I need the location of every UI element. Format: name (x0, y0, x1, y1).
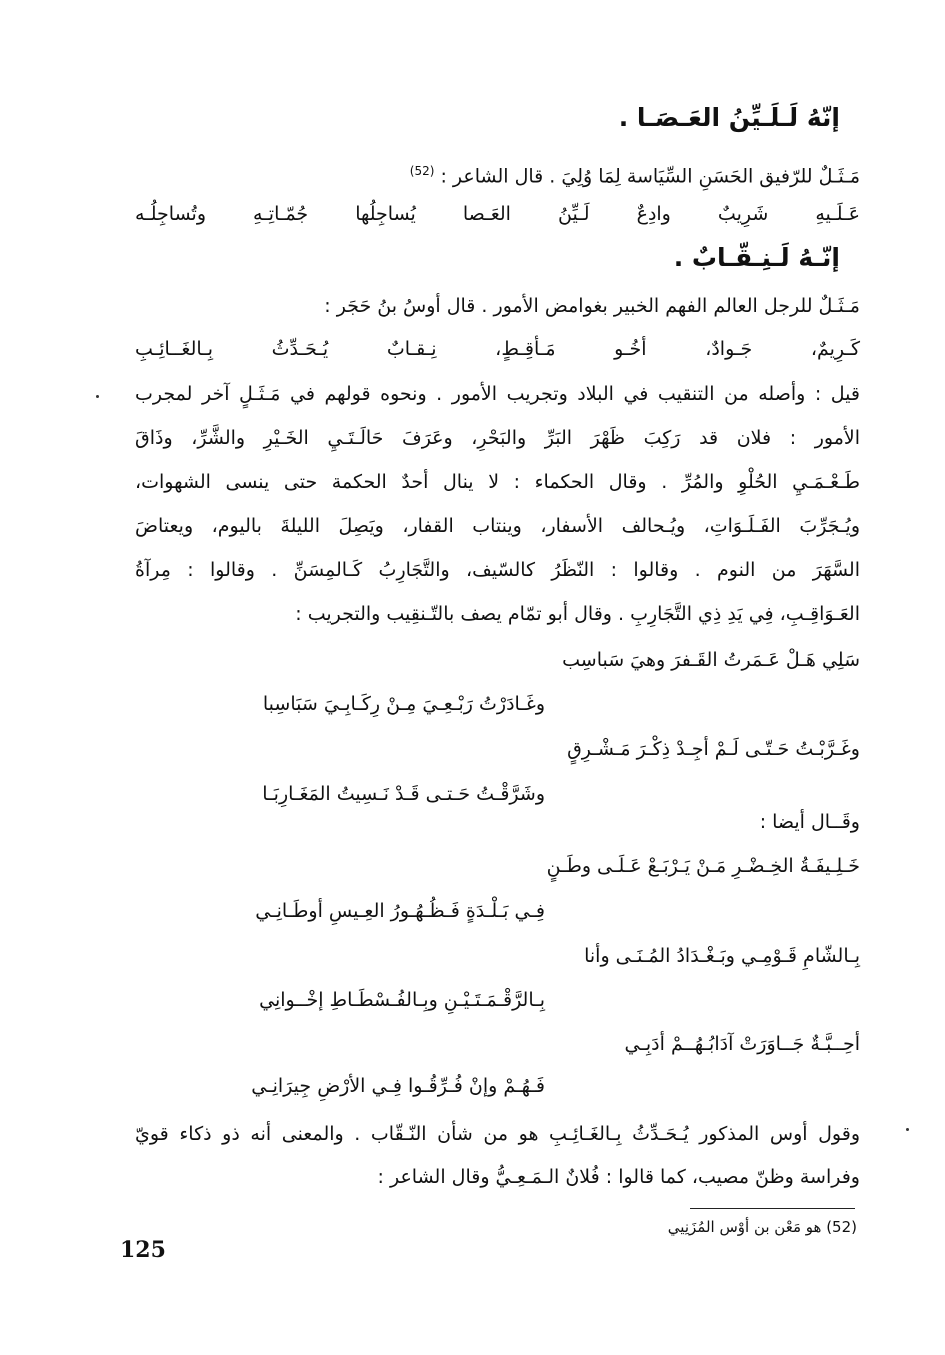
said-also: وقَــال أيضا : (759, 811, 860, 833)
poem-line: بِـالرَّقْـمَـتَـيْـنِ وبِـالفُـسْطَـاطِ إخْــوانِي (259, 989, 545, 1011)
footnote-ref: (52) (409, 164, 435, 178)
closing-line: وفراسة وظنّ مصيب، كما قالوا : فُلانٌ الـمَـعِـيُّ وقال الشاعر : (377, 1166, 860, 1188)
paragraph-line: قيل : وأصله من التنقيب في البلاد وتجريب الأمور . ونحوه قولهم في مَـثَـلٍ آخر لمجرب (135, 383, 860, 405)
scan-speck (906, 1128, 909, 1131)
page-number: 125 (120, 1237, 166, 1263)
proverb-explanation-1 (410, 157, 860, 190)
poem-line: سَلِي هَـلْ عَـمَرتُ القَـفرَ وهيَ سَباسِب (562, 649, 860, 671)
paragraph-line: العَـوَاقِـبِ، فِي يَدِ ذِي التَّجَارِبِ . وقال أبو تمّام يصف بالتّـنقِيب والتجريب : (295, 603, 860, 625)
paragraph-line: الأمور : فلان قد رَكِبَ ظَهْرَ البَرِّ والبَحْرِ، وعَرَفَ حَالَـتَـيِ الخَـيْرِ والشَّرِّ، وذَاقَ (135, 427, 860, 449)
poem-line: وشَرَّقْـتُ حَـتـى قَـدْ نَـسِيتُ المَغَـارِبَـا (262, 783, 545, 805)
proverb-text-1: مَـثَـلٌ للرّفيق الحَسَنِ السِّيَاسة لِمَا وُلِيَ . قال الشاعر : (440, 165, 860, 188)
paragraph-line: السَّهَرَ من النوم . وقالوا : النّظَرُ كالسّيف، والتَّجَارِبُ كَـالمِسَنِّ . وقالوا : مِرآةُ (135, 559, 860, 581)
poem-line: فَـهُـمْ وإنْ فُـرِّقُـوا فِـي الأرْضِ جِيرَانِـي (251, 1075, 545, 1097)
scan-speck (96, 395, 99, 398)
poem-line: وغَـادَرْتُ رَبْـعِـيَ مِـنْ رِكَـابِـيَ سَبَاسِبا (262, 693, 545, 715)
paragraph-line: ويُـجَرِّبَ الفَـلَـوَاتِ، ويُـحالف الأسفار، وينتاب القفار، ويَصِلَ الليلةَ باليوم، ويعتاضَ (135, 515, 860, 537)
poem-line: وغَـرَّبْـتُ حَـتّـى لَـمْ أجِـدْ ذِكْـرَ مَـشْـرِقٍ (567, 738, 860, 760)
verse-2: كَـرِيمٌ، جَـوادٌ، أخُـو مَـأقِـطٍ، نِـقـابٌ يُـحَـدِّثُ بِـالغَــائِـبِ (135, 338, 860, 360)
footnote: (52) هو مَعْن بن أوْس المُزَنِيي (667, 1218, 857, 1236)
poem-line: فِـي بَـلْـدَةٍ فَـظُـهُـورُ العِـيسِ أوطَـانِـي (255, 900, 545, 922)
footnote-rule (690, 1208, 855, 1209)
poem-line: بِـالشّامِ قَـوْمِـي وبَـغْـدَادُ المُـنَـى وأنا (584, 945, 860, 967)
paragraph-line: طَـعْـمَـيِ الحُلْوِ والمُرِّ . وقال الحكماء : لا ينال أحدٌ الحكمة حتى ينسى الشهوات، (135, 471, 860, 493)
poem-line: خَـلِـيفَـةُ الخِـضْـرِ مَـنْ يَـرْبَـعْ عَـلَـى وطَـنٍ (546, 855, 860, 877)
proverb-explanation-2: مَـثَـلٌ للرجل العالم الفهم الخبير بغوامض الأمور . قال أوسُ بنُ حَجَر : (324, 295, 860, 317)
heading-layyin: إنّهُ لَـلَـيِّنُ العَـصَـا . (618, 103, 840, 132)
poem-line: أحِــبَّـةٌ جَــاوَرَتْ آدَابُـهُــمْ أدَبِـي (624, 1033, 860, 1055)
heading-naqqab: إنّـهُ لَـنِـقّـابٌ . (673, 243, 840, 272)
closing-line: وقول أوس المذكور يُـحَـدِّثُ بِـالغَـائِـبِ هو من شأن النّـقّاب . والمعنى أنه ذو ذكاء قويّ (135, 1123, 860, 1145)
verse-1: عَـلَـيهِ شَرِيبٌ وادِعٌ لَـيِّنُ العَـصا يُساجِلُها جُمّـاتِـهِ وتُساجِلُـه (135, 203, 860, 225)
